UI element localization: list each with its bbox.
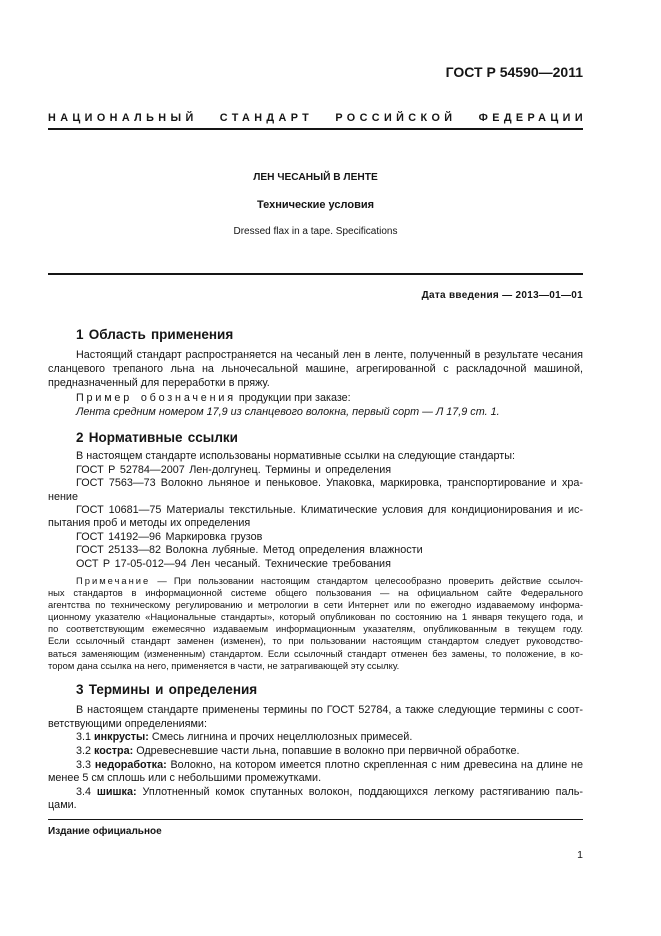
document-title-english: Dressed flax in a tape. Specifications [233, 226, 398, 237]
example-text: продукции при заказе: [238, 391, 351, 404]
note-line: тором дана ссылка на него, применяется в части, не затрагивающей эту ссылку. [48, 659, 400, 671]
section-2-heading: 2 Нормативные ссылки [76, 430, 238, 445]
term-text: Одревесневшие части льна, попавшие в волокно при первичной обработке. [136, 744, 520, 757]
term-name: костра: [94, 744, 134, 757]
term-definition [48, 731, 583, 745]
national-standard-heading: НАЦИОНАЛЬНЫЙ СТАНДАРТ РОССИЙСКОЙ ФЕДЕРАЦИИ [48, 112, 587, 124]
note-line [48, 575, 583, 587]
note-line: ционному указателю «Национальные стандарты», который опубликован по состоянию на 1 января текущего года, и [48, 611, 583, 623]
document-subtitle: Технические условия [256, 199, 375, 211]
example-value: Лента средним номером 17,9 из сланцевого волокна, первый сорт — Л 17,9 ст. 1. [76, 405, 500, 418]
section-1-body [48, 348, 583, 419]
section-3-heading: 3 Термины и определения [76, 682, 258, 697]
term-text-continuation: цами. [48, 799, 77, 812]
document-title: ЛЕН ЧЕСАНЫЙ В ЛЕНТЕ [253, 172, 378, 183]
section-2-body [48, 450, 583, 571]
section-3-intro-line: ветствующими определениями: [48, 717, 207, 730]
section-1-paragraph-line: Настоящий стандарт распространяется на чесаный лен в ленте, полученный в результате чесания [76, 349, 583, 361]
term-definition [48, 786, 583, 800]
term-name: шишка: [96, 785, 137, 798]
term-number: 3.4 [76, 785, 92, 798]
page-number: 1 [577, 849, 583, 861]
reference-item: ГОСТ 7563—73 Волокно льняное и пеньковое. Упаковка, маркировка, транспортирование и хра- [76, 477, 583, 490]
document-code: ГОСТ Р 54590—2011 [445, 64, 583, 80]
example-line [48, 391, 583, 405]
term-name: недоработка: [94, 758, 167, 771]
term-number: 3.2 [76, 744, 92, 757]
term-text-continuation: менее 5 см сплошь или с небольшими промежутками. [48, 772, 322, 785]
section-3-body [48, 704, 583, 813]
reference-item-continuation: нение [48, 490, 78, 503]
example-label: Пример обозначения [76, 391, 236, 404]
section-3-intro-line: В настоящем стандарте применены термины по ГОСТ 52784, а также следующие термины с соот- [76, 704, 583, 717]
note-line: агентства по техническому регулированию и метрологии в сети Интернет или по ежегодно издаваемому информа- [48, 599, 583, 611]
term-text: Смесь лигнина и прочих нецеллюлозных примесей. [151, 731, 413, 744]
section-1-paragraph-line: сланцевого трепаного льна на льночесальной машине, агрегированной с раскладочной машиной, [48, 363, 583, 376]
section-1-heading: 1 Область применения [76, 327, 234, 342]
reference-item: ГОСТ 10681—75 Материалы текстильные. Климатические условия для кондиционирования и ис- [76, 503, 583, 516]
note-label: Примечание [76, 575, 151, 586]
term-definition [48, 759, 583, 773]
term-definition [48, 745, 583, 759]
section-1-paragraph-line: предназначенный для переработки в пряжу. [48, 377, 270, 390]
note-line: ваться заменяющим (измененным) стандартом. Если ссылочный стандарт отменен без замены, то положение, в ко- [48, 647, 583, 659]
edition-label: Издание официальное [48, 826, 162, 837]
title-rule [48, 273, 583, 275]
note-text: — При пользовании настоящим стандартом целесообразно проверить действие ссылоч- [157, 575, 583, 586]
term-name: инкрусты: [94, 731, 149, 744]
section-2-note [48, 575, 583, 672]
header-rule [48, 128, 583, 130]
section-2-intro: В настоящем стандарте использованы нормативные ссылки на следующие стандарты: [76, 450, 515, 463]
reference-item-continuation: пытания проб и методы их определения [48, 517, 251, 530]
reference-item: ОСТ Р 17-05-012—94 Лен чесаный. Технические требования [76, 557, 391, 570]
note-line: ных стандартов в информационной системе общего пользования — на официальном сайте Федерального [48, 587, 583, 599]
note-line: Если ссылочный стандарт заменен (изменен), то при пользовании настоящим стандартом следует руководство- [48, 635, 583, 647]
reference-item: ГОСТ 25133—82 Волокна лубяные. Метод определения влажности [76, 544, 423, 557]
effective-date: Дата введения — 2013—01—01 [421, 290, 583, 301]
term-text: Уплотненный комок спутанных волокон, поддающихся легкому растягиванию паль- [142, 785, 584, 798]
reference-item: ГОСТ 14192—96 Маркировка грузов [76, 530, 263, 543]
term-text: Волокно, на котором имеется плотно скрепленная с ним древесина на длине не [170, 758, 583, 771]
term-number: 3.1 [76, 731, 92, 744]
reference-item: ГОСТ Р 52784—2007 Лен-долгунец. Термины и определения [76, 463, 392, 476]
note-line: по соответствующим ежемесячно издаваемым информационным указателям, опубликованным в текущем году. [48, 623, 583, 635]
term-number: 3.3 [76, 758, 92, 771]
footer-rule [48, 819, 583, 820]
